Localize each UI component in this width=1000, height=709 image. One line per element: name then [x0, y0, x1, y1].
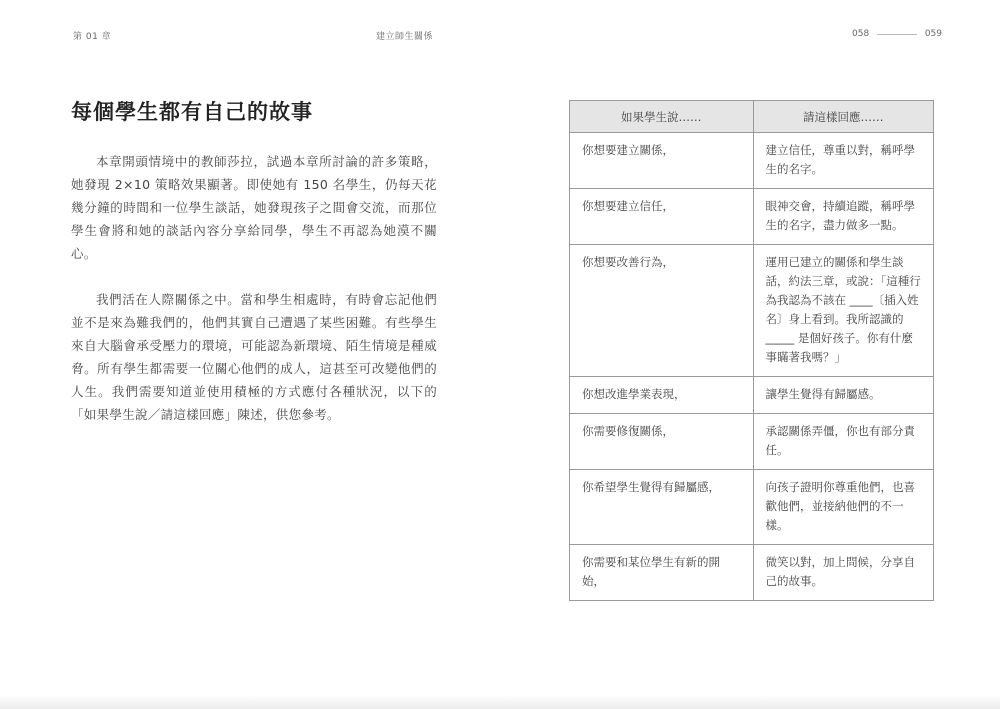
- running-header-chapter: 第 01 章: [73, 32, 112, 42]
- section-heading: 每個學生都有自己的故事: [71, 100, 313, 124]
- table-header-row: [570, 101, 934, 133]
- response-cell: 讓學生覺得有歸屬感。: [753, 377, 934, 414]
- page-number-right: 059: [924, 29, 942, 39]
- column-header-respond: 請這樣回應……: [753, 101, 934, 133]
- column-header-student-says: 如果學生說……: [570, 101, 754, 133]
- response-cell: 運用已建立的關係和學生談話，約法三章，或說：「這種行為我認為不該在 ____〔插入姓名〕身上看到。我所認識的 _____ 是個好孩子。你有什麼事瞞著我嗎？」: [753, 245, 934, 377]
- running-header-title: 建立師生關係: [376, 32, 434, 42]
- student-says-cell: 你想要建立信任，: [570, 189, 754, 245]
- table-row: [570, 245, 934, 377]
- response-cell: 微笑以對，加上問候，分享自己的故事。: [753, 545, 934, 601]
- table-row: [570, 133, 934, 189]
- response-cell: 向孩子證明你尊重他們，也喜歡他們，並接納他們的不一樣。: [753, 470, 934, 545]
- if-student-says-table: [569, 100, 934, 601]
- student-says-cell: 你想要建立關係，: [570, 133, 754, 189]
- paragraph: 我們活在人際關係之中。當和學生相處時，有時會忘記他們並不是來為難我們的，他們其實自己遭遇了某些困難。有些學生來自大腦會承受壓力的環境，可能認為新環境、陌生情境是種威脅。所有學生都需要一位關心他們的成人，這甚至可改變他們的人生。我們需要知道並使用積極的方式應付各種狀況，以下的「如果學生說／請這樣回應」陳述，供您參考。: [71, 292, 437, 422]
- table-row: [570, 377, 934, 414]
- student-says-cell: 你想要改善行為，: [570, 245, 754, 377]
- body-text: [71, 150, 437, 449]
- response-cell: 承認關係弄僵，你也有部分責任。: [753, 414, 934, 470]
- folio-divider: [877, 34, 917, 35]
- page-numbers: [852, 29, 942, 39]
- page-bottom-shadow: [0, 695, 1000, 709]
- table-row: [570, 414, 934, 470]
- right-page: [500, 0, 1000, 709]
- table-row: [570, 545, 934, 601]
- response-cell: 建立信任，尊重以對，稱呼學生的名字。: [753, 133, 934, 189]
- page-number-left: 058: [852, 29, 870, 39]
- student-says-cell: 你需要修復關係，: [570, 414, 754, 470]
- paragraph: 本章開頭情境中的教師莎拉，試過本章所討論的許多策略，她發現 2×10 策略效果顯著。即使她有 150 名學生，仍每天花幾分鐘的時間和一位學生談話，她發現孩子之間會交流，而那位學生會將和她的談話內容分享給同學，學生不再認為她漠不關心。: [71, 154, 437, 261]
- table-row: [570, 189, 934, 245]
- table-row: [570, 470, 934, 545]
- student-says-cell: 你需要和某位學生有新的開始，: [570, 545, 754, 601]
- response-cell: 眼神交會，持續追蹤，稱呼學生的名字，盡力做多一點。: [753, 189, 934, 245]
- student-says-cell: 你想改進學業表現，: [570, 377, 754, 414]
- student-says-cell: 你希望學生覺得有歸屬感，: [570, 470, 754, 545]
